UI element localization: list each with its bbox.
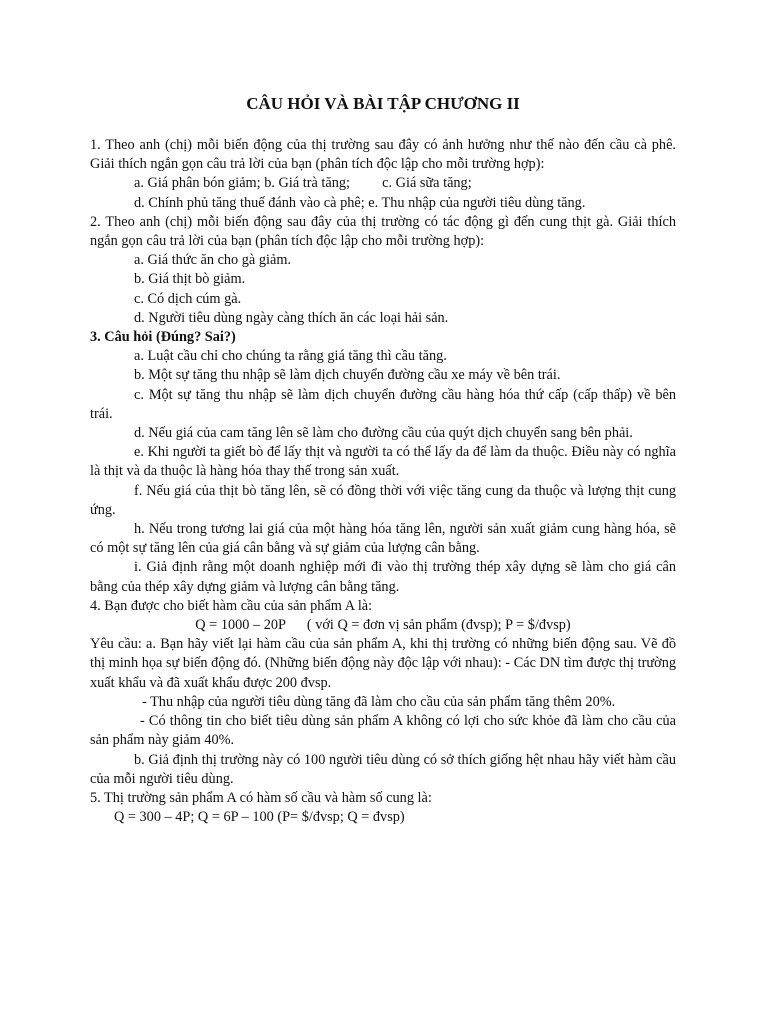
question-3-item-d: d. Nếu giá của cam tăng lên sẽ làm cho đường cầu của quýt dịch chuyển sang bên phải. <box>134 425 633 442</box>
question-4-demand-formula: Q = 1000 – 20P ( với Q = đơn vị sản phẩm (đvsp); P = $/đvsp) <box>195 617 571 634</box>
question-1-options-line1: a. Giá phân bón giảm; b. Giá trà tăng; c. Giá sữa tăng; <box>134 175 472 192</box>
question-1-intro: 1. Theo anh (chị) mỗi biến động của thị trường sau đây có ảnh hưởng như thế nào đến cầu cà phê. Giải thích ngắn gọn câu trả lời của bạn (phân tích độc lập cho mỗi trường hợp): <box>90 137 676 173</box>
question-4-intro: 4. Bạn được cho biết hàm cầu của sản phẩm A là: <box>90 597 373 614</box>
question-3-item-c: c. Một sự tăng thu nhập sẽ làm dịch chuyển đường cầu hàng hóa thứ cấp (cấp thấp) về bên trái. <box>90 386 676 422</box>
question-3-heading: 3. Câu hỏi (Đúng? Sai?) <box>90 329 236 346</box>
question-3-item-e: e. Khi người ta giết bò để lấy thịt và người ta có thể lấy da để làm da thuộc. Điều này có nghĩa là thịt và da thuộc là hàng hóa thay thế trong sản xuất. <box>90 444 676 480</box>
question-4-income-change: - Thu nhập của người tiêu dùng tăng đã làm cho cầu của sản phẩm tăng thêm 20%. <box>142 693 616 710</box>
question-1-options-line2: d. Chính phủ tăng thuế đánh vào cà phê; e. Thu nhập của người tiêu dùng tăng. <box>134 194 586 211</box>
document-title: CÂU HỎI VÀ BÀI TẬP CHƯƠNG II <box>246 94 520 113</box>
question-4-requirement-a: Yêu cầu: a. Bạn hãy viết lại hàm cầu của sản phẩm A, khi thị trường có những biến động sau. Vẽ đồ thị minh họa sự biến động đó. (Những biến động này độc lập với nhau): - Các DN tìm được thị trường xuất khẩu và đã xuất khẩu được 200 đvsp. <box>90 636 676 691</box>
question-3-item-f: f. Nếu giá của thịt bò tăng lên, sẽ có đồng thời với việc tăng cung da thuộc và lượng thịt cung ứng. <box>90 482 676 518</box>
question-2-option-c: c. Có dịch cúm gà. <box>134 290 242 307</box>
question-2-option-a: a. Giá thức ăn cho gà giảm. <box>134 252 292 269</box>
question-4-health-info: - Có thông tin cho biết tiêu dùng sản phẩm A không có lợi cho sức khỏe đã làm cho cầu của sản phẩm này giảm 40%. <box>90 713 676 749</box>
question-4-requirement-b: b. Giả định thị trường này có 100 người tiêu dùng có sở thích giống hệt nhau hãy viết hàm cầu của mỗi người tiêu dùng. <box>90 751 676 787</box>
question-2-option-b: b. Giá thịt bò giảm. <box>134 271 246 288</box>
question-2-intro: 2. Theo anh (chị) mỗi biến động sau đây của thị trường có tác động gì đến cung thịt gà. Giải thích ngắn gọn câu trả lời của bạn (phân tích độc lập cho mỗi trường hợp): <box>90 213 676 250</box>
question-3-item-a: a. Luật cầu chỉ cho chúng ta rằng giá tăng thì cầu tăng. <box>134 348 447 365</box>
question-5-formulas: Q = 300 – 4P; Q = 6P – 100 (P= $/đvsp; Q = đvsp) <box>114 809 405 826</box>
question-3-item-b: b. Một sự tăng thu nhập sẽ làm dịch chuyển đường cầu xe máy về bên trái. <box>134 367 561 384</box>
question-3-item-h: h. Nếu trong tương lai giá của một hàng hóa tăng lên, người sản xuất giảm cung hàng hóa, sẽ có một sự tăng lên của giá cân bằng và sự giảm của lượng cân bằng. <box>90 521 676 557</box>
question-3-item-i: i. Giả định rằng một doanh nghiệp mới đi vào thị trường thép xây dựng sẽ làm cho giá cân bằng của thép xây dựng giảm và lượng cân bằng tăng. <box>90 559 676 595</box>
question-2-option-d: d. Người tiêu dùng ngày càng thích ăn các loại hải sản. <box>134 309 449 326</box>
question-5-intro: 5. Thị trường sản phẩm A có hàm số cầu và hàm số cung là: <box>90 789 432 806</box>
